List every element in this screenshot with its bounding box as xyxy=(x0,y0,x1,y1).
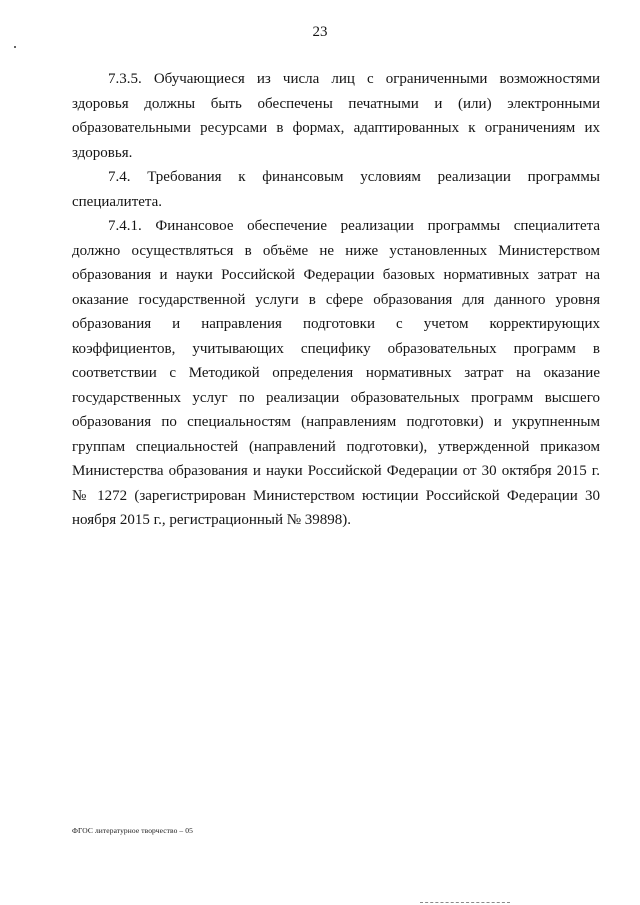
page-footer: ФГОС литературное творчество – 05 xyxy=(72,826,193,835)
paragraph-7-4-1: 7.4.1. Финансовое обеспечение реализации программы специалитета должно осуществляться в объёме не ниже установленных Министерством образования и науки Российской Федерации базовых нормативных затрат на оказание государственной услуги в сфере образования для данного уровня образования и направления подготовки с учетом корректирующих коэффициентов, учитывающих специфику образовательных программ в соответствии с Методикой определения нормативных затрат на оказание государственных услуг по реализации образовательных программ высшего образования по специальностям (направлениям подготовки) и укрупненным группам специальностей (направлений подготовки), утвержденной приказом Министерства образования и науки Российской Федерации от 30 октября 2015 г. № 1272 (зарегистрирован Министерством юстиции Российской Федерации 30 ноября 2015 г., регистрационный № 39898). xyxy=(72,218,600,528)
scan-speck xyxy=(14,46,16,48)
document-body xyxy=(72,67,600,533)
paragraph-7-3-5: 7.3.5. Обучающиеся из числа лиц с ограниченными возможностями здоровья должны быть обеспечены печатными и (или) электронными образовательными ресурсами в формах, адаптированных к ограничениям их здоровья. xyxy=(72,71,600,161)
scan-edge-mark xyxy=(420,902,510,904)
page-number: 23 xyxy=(312,24,328,40)
paragraph-7-4: 7.4. Требования к финансовым условиям реализации программы специалитета. xyxy=(72,169,600,210)
